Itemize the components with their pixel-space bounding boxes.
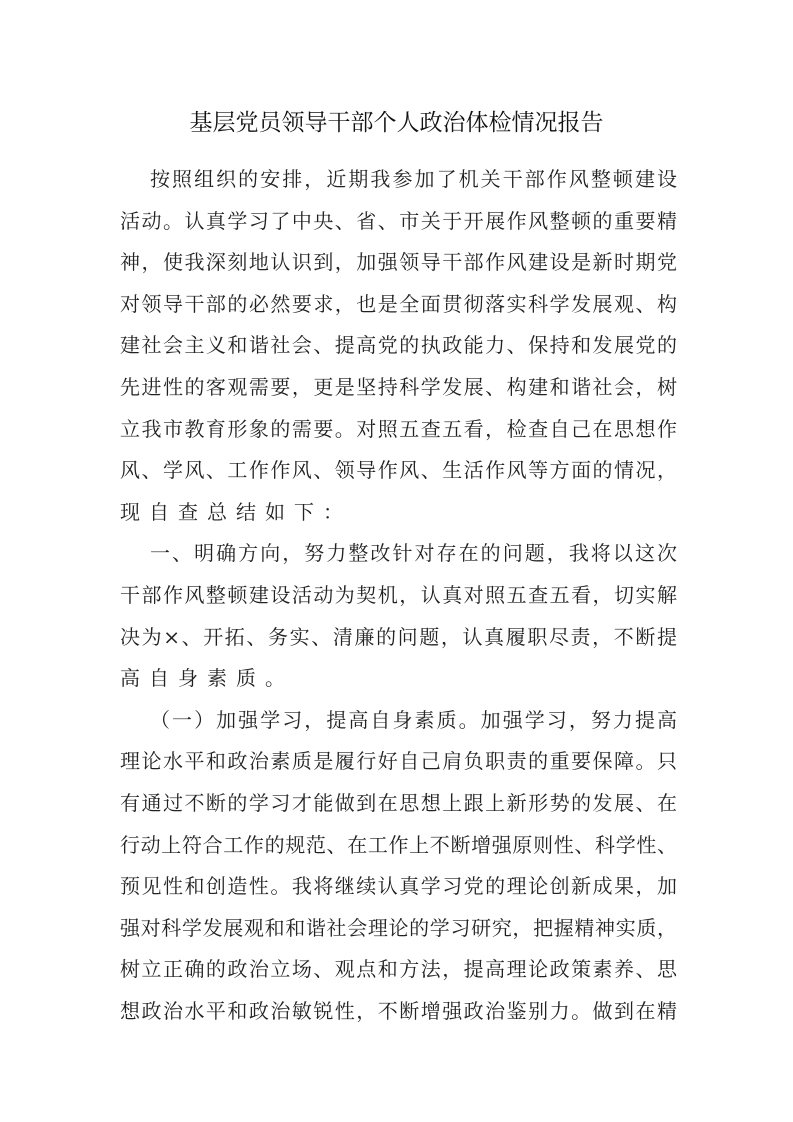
paragraph-line: 现自查总结如下： [120,499,352,524]
paragraph-line: （一）加强学习，提高自身素质。加强学习，努力提高 [150,707,677,732]
paragraph-line: 行动上符合工作的规范、在工作上不断增强原则性、科学性、 [120,832,677,857]
paragraph-line: 先进性的客观需要，更是坚持科学发展、构建和谐社会，树 [120,374,677,399]
paragraph-line: 风、学风、工作作风、领导作风、生活作风等方面的情况， [120,458,677,483]
paragraph-line: 强对科学发展观和和谐社会理论的学习研究，把握精神实质， [120,915,677,940]
paragraph-line: 干部作风整顿建设活动为契机，认真对照五查五看，切实解 [120,582,677,607]
paragraph-line: 神，使我深刻地认识到，加强领导干部作风建设是新时期党 [120,250,677,275]
document-body [120,163,677,1036]
paragraph-line: 预见性和创造性。我将继续认真学习党的理论创新成果，加 [120,874,677,899]
document-title: 基层党员领导干部个人政治体检情况报告 [189,110,604,136]
paragraph-line: 想政治水平和政治敏锐性，不断增强政治鉴别力。做到在精 [120,998,677,1023]
paragraph-line: 按照组织的安排，近期我参加了机关干部作风整顿建设 [150,167,677,191]
paragraph-line: 对领导干部的必然要求，也是全面贯彻落实科学发展观、构 [120,291,677,316]
paragraph-line: 活动。认真学习了中央、省、市关于开展作风整顿的重要精 [120,208,677,233]
paragraph-line: 决为×、开拓、务实、清廉的问题，认真履职尽责，不断提 [120,624,677,649]
paragraph-line: 高自身素质。 [120,666,294,691]
paragraph-line: 有通过不断的学习才能做到在思想上跟上新形势的发展、在 [120,790,677,815]
paragraph-line: 立我市教育形象的需要。对照五查五看，检查自己在思想作 [120,416,677,441]
paragraph-line: 建社会主义和谐社会、提高党的执政能力、保持和发展党的 [120,333,677,358]
paragraph-line: 一、明确方向，努力整改针对存在的问题，我将以这次 [150,541,677,566]
paragraph-line: 理论水平和政治素质是履行好自己肩负职责的重要保障。只 [120,749,677,774]
paragraph-line: 树立正确的政治立场、观点和方法，提高理论政策素养、思 [120,957,677,982]
